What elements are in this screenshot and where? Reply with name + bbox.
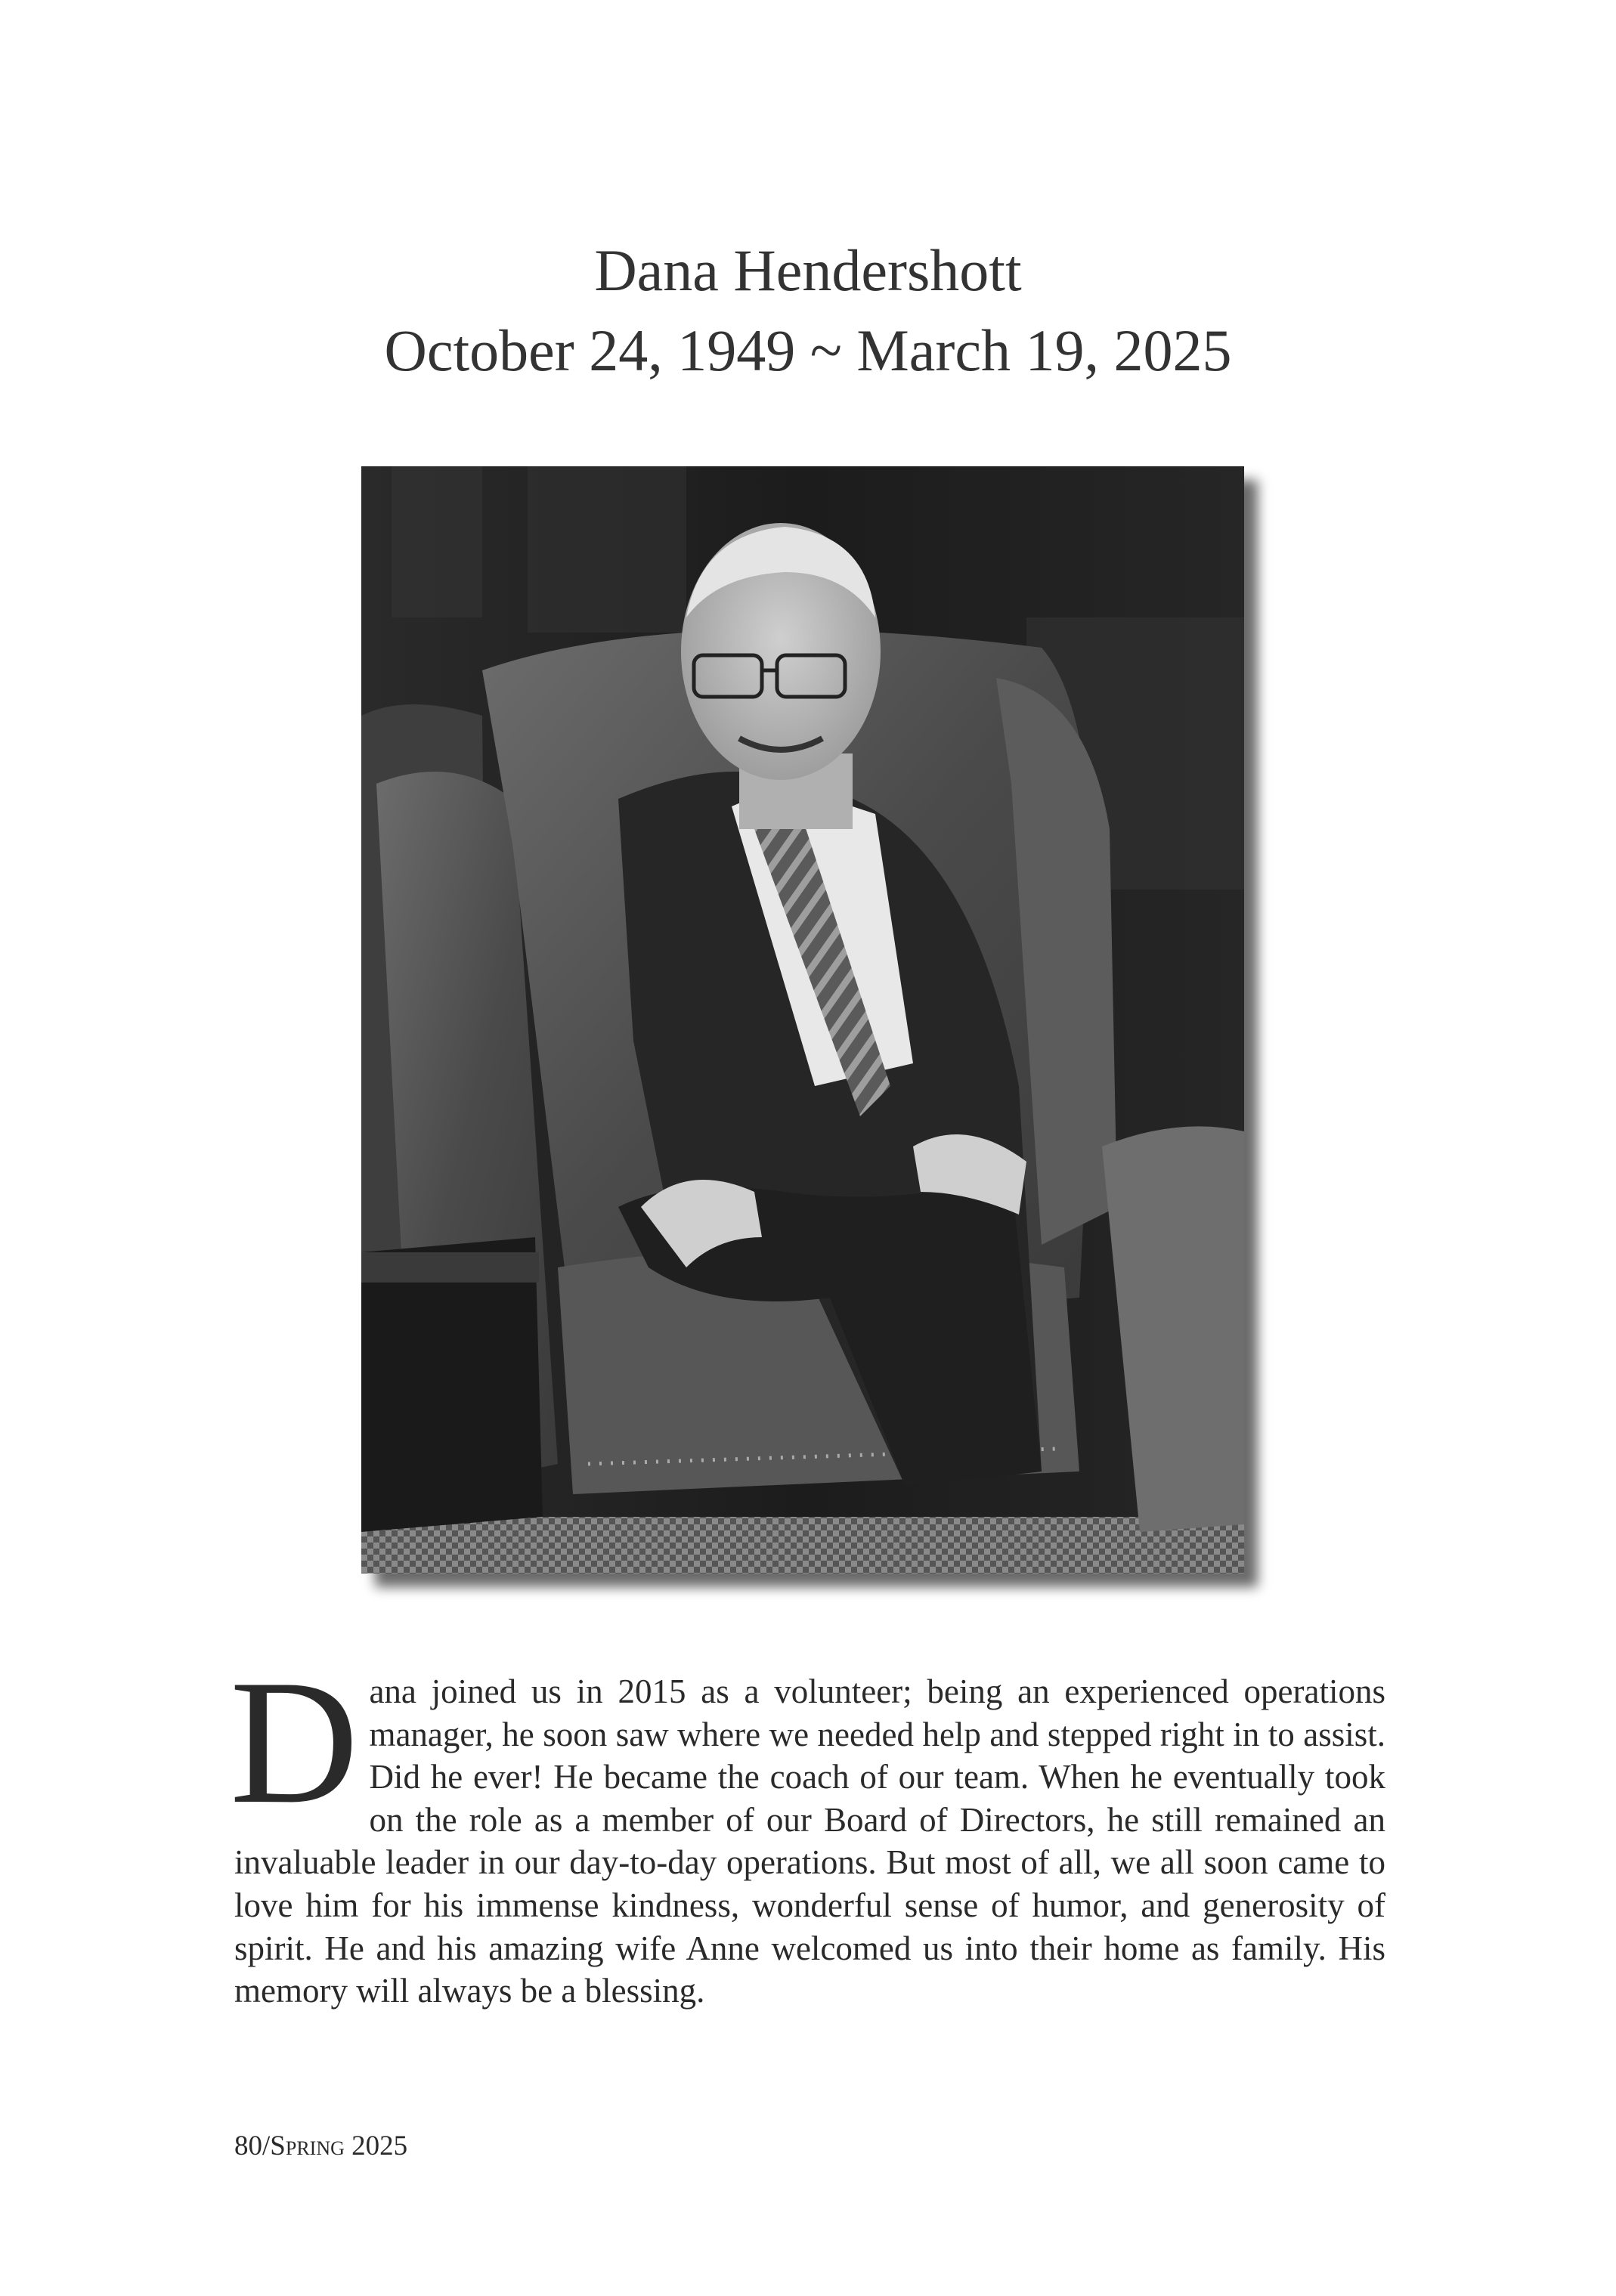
portrait-photo-frame [361,466,1244,1573]
page-number: 80/ [234,2130,271,2161]
page-footer [234,2130,407,2162]
memorial-dates: October 24, 1949 ~ March 19, 2025 [384,317,1232,383]
portrait-photo [361,466,1244,1573]
drop-cap-letter: D [230,1644,359,1841]
memorial-header [0,231,1616,391]
memorial-paragraph-text: ana joined us in 2015 as a volunteer; being an experienced operations manager, he soon saw where we needed help and stepped right in to assist. Did he ever! He became the coach of our team. When he eventually took on the role as a member of our Board of Directors, he still remained an invaluable leader in our day-to-day operations. But most of all, we all soon came to love him for his immense kindness, wonderful sense of humor, and generosity of spirit. He and his amazing wife Anne welcomed us into their home as family. His memory will always be a blessing. [234,1672,1385,2010]
memorial-name: Dana Hendershott [594,237,1022,303]
issue-label: Spring 2025 [270,2130,408,2161]
memorial-paragraph [230,1644,1385,2013]
